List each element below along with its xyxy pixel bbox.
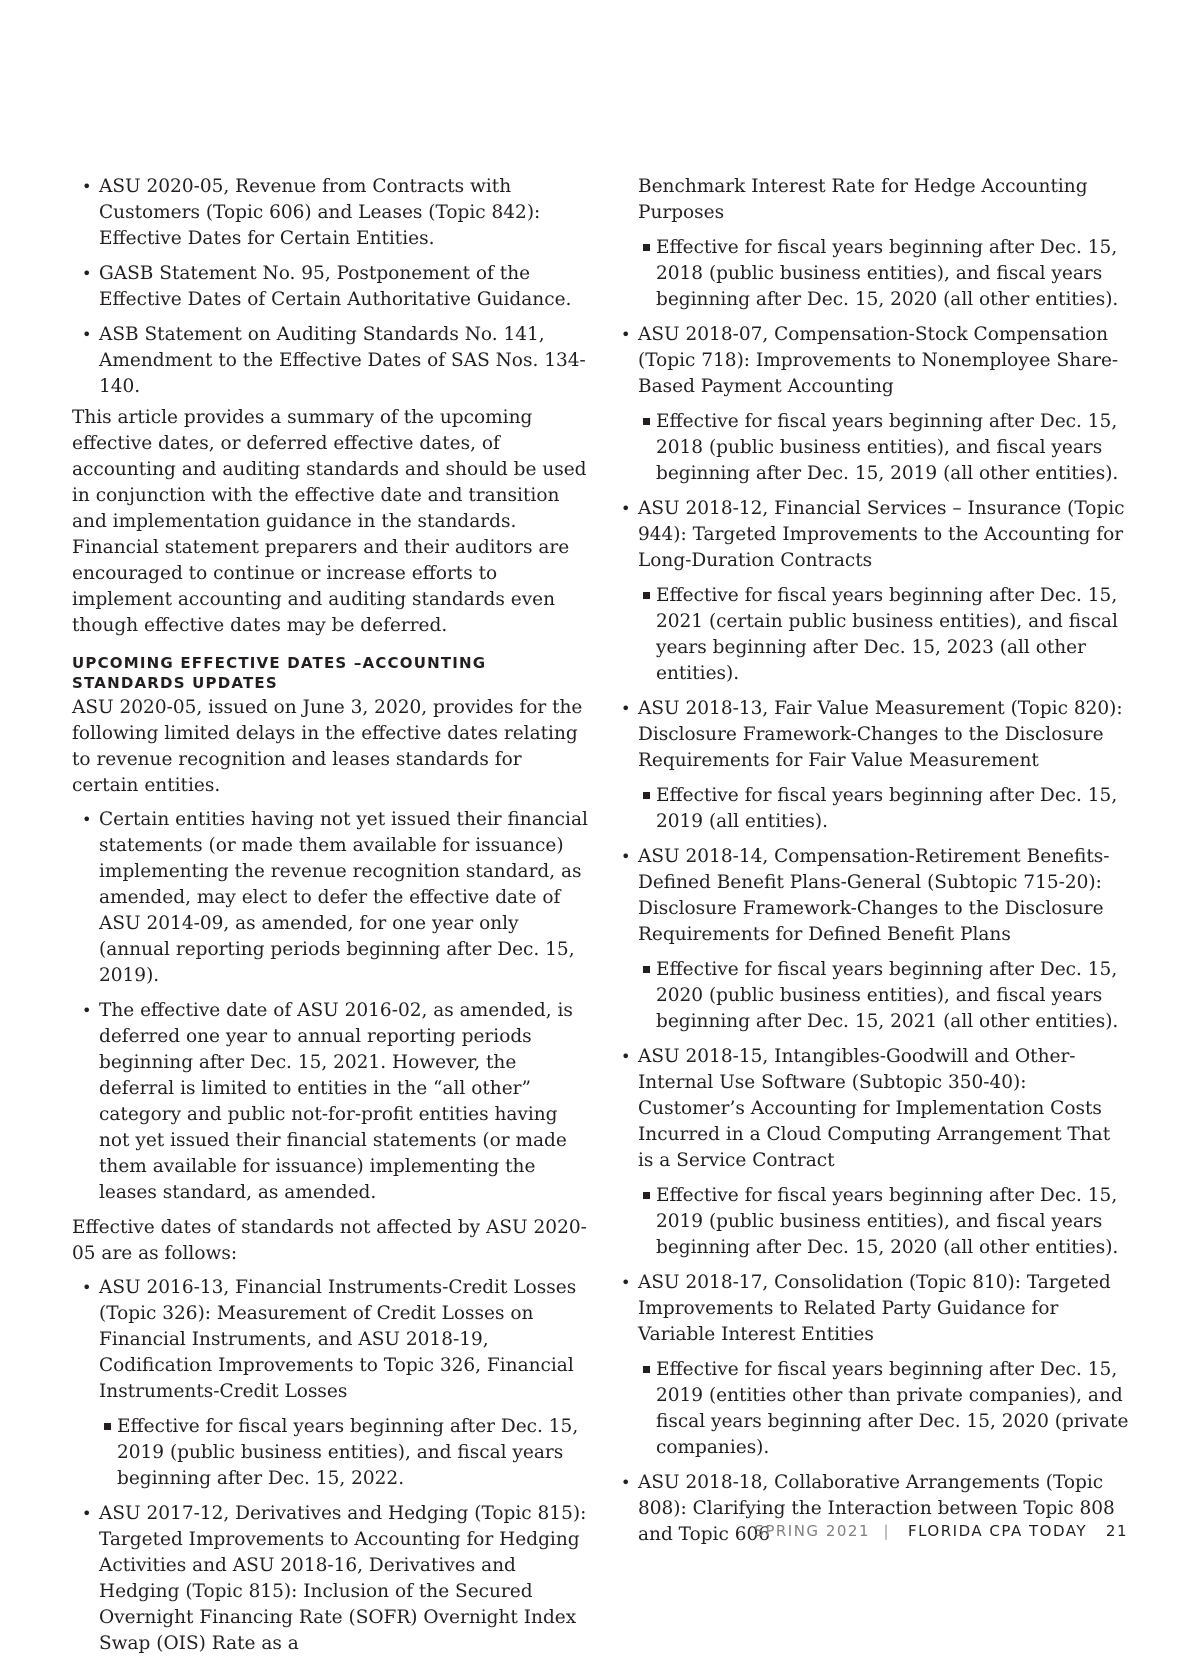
summary-paragraph: This article provides a summary of the upcoming effective dates, or deferred effective dates, of accounting and auditing standards and should be used in conjunction with the effective date and transition and implementation guidance in the standards. Financial statement preparers and their auditors are encouraged to continue or increase efforts to implement accounting and auditing standards even though effective dates may be deferred.: [72, 407, 587, 636]
page-number: 21: [1105, 1522, 1128, 1540]
footer-separator: |: [883, 1522, 890, 1540]
intro-bullet: • ASB Statement on Auditing Standards No. 141, Amendment to the Effective Dates of SAS Nos. 134-140.: [72, 322, 590, 400]
standard-item: • ASU 2017-12, Derivatives and Hedging (Topic 815): Targeted Improvements to Accounting for Hedging Activities and ASU 2018-16, Derivatives and Hedging (Topic 815): Inclusion of the Secured Overnight Financing Rate (SOFR) Overnight Index Swap (OIS) Rate as a: [72, 1501, 590, 1657]
standard-item: • ASU 2018-17, Consolidation (Topic 810): Targeted Improvements to Related Party Guidance for Variable Interest Entities: [611, 1270, 1131, 1348]
standard-item: • ASU 2018-15, Intangibles-Goodwill and Other-Internal Use Software (Subtopic 350-40): Customer’s Accounting for Implementation Costs Incurred in a Cloud Computing Arrangement That is a Service Contract: [611, 1044, 1131, 1174]
effective-date-item: Effective for fiscal years beginning after Dec. 15, 2019 (all entities).: [611, 783, 1131, 835]
left-column: [72, 174, 590, 1666]
footer-issue: SPRING 2021: [754, 1522, 870, 1540]
effective-date-item: Effective for fiscal years beginning after Dec. 15, 2018 (public business entities), and fiscal years beginning after Dec. 15, 2020 (all other entities).: [611, 235, 1131, 313]
standard-item: • ASU 2018-13, Fair Value Measurement (Topic 820): Disclosure Framework-Changes to the Disclosure Requirements for Fair Value Measurement: [611, 696, 1131, 774]
standard-item: • ASU 2018-07, Compensation-Stock Compensation (Topic 718): Improvements to Nonemployee Share-Based Payment Accounting: [611, 322, 1131, 400]
standard-item: • ASU 2018-12, Financial Services – Insurance (Topic 944): Targeted Improvements to the Accounting for Long-Duration Contracts: [611, 496, 1131, 574]
effective-date-item: Effective for fiscal years beginning after Dec. 15, 2019 (public business entities), and fiscal years beginning after Dec. 15, 2022.: [72, 1414, 590, 1492]
effective-date-item: Effective for fiscal years beginning after Dec. 15, 2020 (public business entities), and fiscal years beginning after Dec. 15, 2021 (all other entities).: [611, 957, 1131, 1035]
standard-item-continued: Benchmark Interest Rate for Hedge Accounting Purposes: [638, 176, 1088, 223]
effective-date-item: Effective for fiscal years beginning after Dec. 15, 2019 (public business entities), and fiscal years beginning after Dec. 15, 2020 (all other entities).: [611, 1183, 1131, 1261]
effective-date-item: Effective for fiscal years beginning after Dec. 15, 2021 (certain public business entities), and fiscal years beginning after Dec. 15, 2023 (all other entities).: [611, 583, 1131, 687]
intro-bullet: • GASB Statement No. 95, Postponement of the Effective Dates of Certain Authoritative Guidance.: [72, 261, 590, 313]
effective-date-item: Effective for fiscal years beginning after Dec. 15, 2018 (public business entities), and fiscal years beginning after Dec. 15, 2019 (all other entities).: [611, 409, 1131, 487]
asu-paragraph: ASU 2020-05, issued on June 3, 2020, provides for the following limited delays in the effective dates relating to revenue recognition and leases standards for certain entities.: [72, 697, 583, 796]
intro-bullet: • ASU 2020-05, Revenue from Contracts with Customers (Topic 606) and Leases (Topic 842): Effective Dates for Certain Entities.: [72, 174, 590, 252]
not-affected-paragraph: Effective dates of standards not affected by ASU 2020-05 are as follows:: [72, 1217, 587, 1264]
delay-bullet: • The effective date of ASU 2016-02, as amended, is deferred one year to annual reporting periods beginning after Dec. 15, 2021. However, the deferral is limited to entities in the “all other” category and public not-for-profit entities having not yet issued their financial statements (or made them available for issuance) implementing the leases standard, as amended.: [72, 998, 590, 1206]
effective-date-item: Effective for fiscal years beginning after Dec. 15, 2019 (entities other than private companies), and fiscal years beginning after Dec. 15, 2020 (private companies).: [611, 1357, 1131, 1461]
footer-magazine-title: FLORIDA CPA TODAY: [907, 1522, 1087, 1540]
standard-item: • ASU 2018-14, Compensation-Retirement Benefits-Defined Benefit Plans-General (Subtopic 715-20): Disclosure Framework-Changes to the Disclosure Requirements for Defined Benefit Plans: [611, 844, 1131, 948]
right-column: [611, 174, 1131, 1557]
section-heading: UPCOMING EFFECTIVE DATES –ACCOUNTING STANDARDS UPDATES: [72, 654, 487, 692]
page-footer: [0, 1522, 1200, 1546]
delay-bullet: • Certain entities having not yet issued their financial statements (or made them available for issuance) implementing the revenue recognition standard, as amended, may elect to defer the effective date of ASU 2014-09, as amended, for one year only (annual reporting periods beginning after Dec. 15, 2019).: [72, 807, 590, 989]
standard-item: • ASU 2016-13, Financial Instruments-Credit Losses (Topic 326): Measurement of Credit Losses on Financial Instruments, and ASU 2018-19, Codification Improvements to Topic 326, Financial Instruments-Credit Losses: [72, 1275, 590, 1405]
standard-item: • ASU 2018-18, Collaborative Arrangements (Topic 808): Clarifying the Interaction between Topic 808 and Topic 606: [611, 1470, 1131, 1548]
